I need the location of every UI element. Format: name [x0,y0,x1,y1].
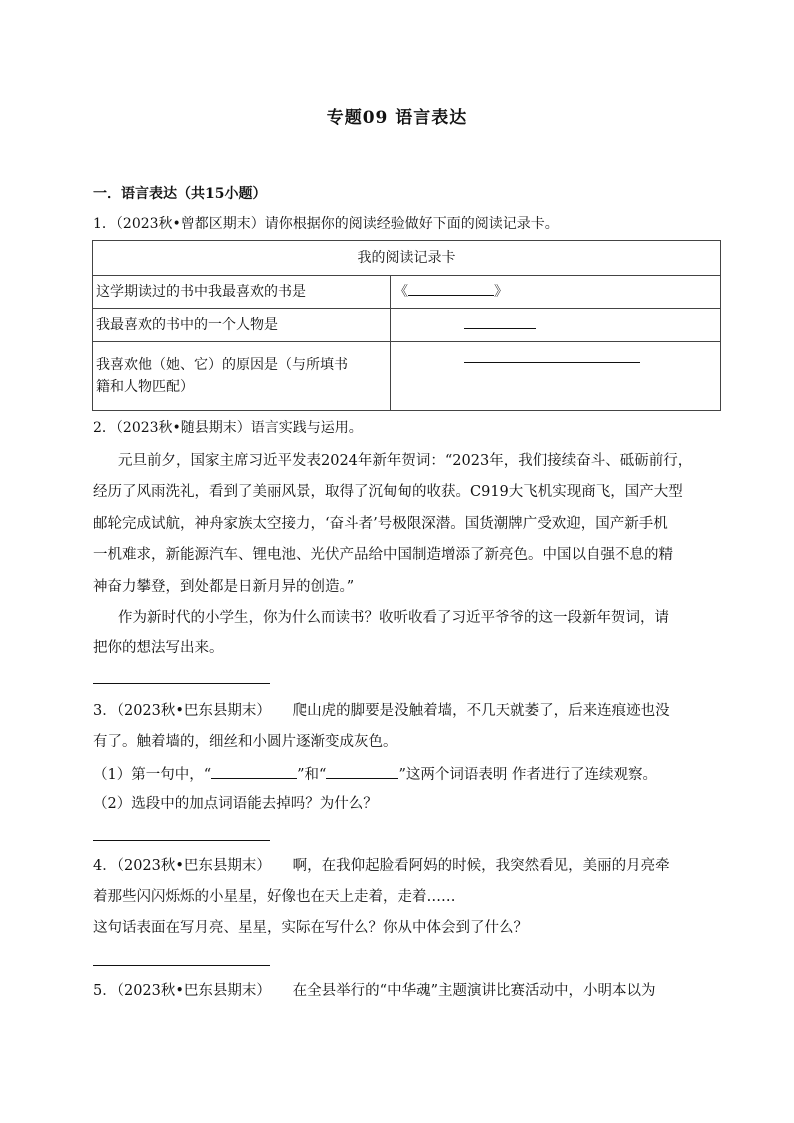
question-3-sub2: （2）选段中的加点词语能去掉吗？为什么？ [93,796,378,812]
card-answer-cell[interactable]: 《 》 [391,276,721,309]
question-2: 2．（2023秋•随县期末）语言实践与运用。 [93,420,363,436]
question-3-line2: 有了。触着墙的，细丝和小圆片逐渐变成灰色。 [93,734,398,750]
answer-line[interactable] [93,683,270,684]
card-answer-cell[interactable] [391,309,721,342]
answer-blank[interactable] [326,764,398,779]
card-row-label: 我喜欢他（她、它）的原因是（与所填书 籍和人物匹配） [93,342,391,411]
question-4: 4．（2023秋•巴东县期末） 啊，在我仰起脸看阿妈的时候，我突然看见，美丽的月亮牵 [93,858,670,874]
passage-line: 作为新时代的小学生，你为什么而读书？收听收看了习近平爷爷的这一段新年贺词，请 [118,610,669,626]
answer-blank[interactable] [211,764,297,779]
question-4-line2: 着那些闪闪烁烁的小星星，好像也在天上走着，走着…… [93,889,456,905]
answer-line[interactable] [93,965,270,966]
card-row-label: 我最喜欢的书中的一个人物是 [93,309,391,342]
card-answer-cell[interactable] [391,342,721,411]
question-4-line3: 这句话表面在写月亮、星星，实际在写什么？你从中体会到了什么？ [93,920,528,936]
question-3-sub1: （1）第一句中，“ ”和“ ”这两个词语表明 作者进行了连续观察。 [93,764,657,785]
passage-line: 神奋力攀登，到处都是日新月异的创造。” [93,579,355,595]
answer-blank[interactable] [408,281,494,296]
question-1: 1．（2023秋•曾都区期末）请你根据你的阅读经验做好下面的阅读记录卡。 [93,216,559,232]
section-heading: 一．语言表达（共15小题） [93,186,267,202]
passage-line: 经历了风雨洗礼，看到了美丽风景，取得了沉甸甸的收获。C919大飞机实现商飞，国产大型 [93,484,683,500]
passage-line: 元旦前夕，国家主席习近平发表2024年新年贺词：“2023年，我们接续奋斗、砥砺前行， [118,453,693,469]
passage-line: 把你的想法写出来。 [93,640,224,656]
question-5: 5．（2023秋•巴东县期末） 在全县举行的“中华魂”主题演讲比赛活动中，小明本以为 [93,983,656,999]
reading-record-card [92,240,721,411]
answer-line[interactable] [93,840,270,841]
page-title: 专题09 语言表达 [326,108,468,128]
passage-line: 邮轮完成试航，神舟家族太空接力，‘奋斗者’号极限深潜。国货潮牌广受欢迎，国产新手机 [93,516,668,532]
answer-blank[interactable] [464,348,640,363]
card-title: 我的阅读记录卡 [93,241,721,276]
question-3: 3．（2023秋•巴东县期末） 爬山虎的脚要是没触着墙，不几天就萎了，后来连痕迹也没 [93,703,670,719]
answer-blank[interactable] [464,314,536,329]
card-row-label: 这学期读过的书中我最喜欢的书是 [93,276,391,309]
passage-line: 一机难求，新能源汽车、锂电池、光伏产品给中国制造增添了新亮色。中国以自强不息的精 [93,547,673,563]
